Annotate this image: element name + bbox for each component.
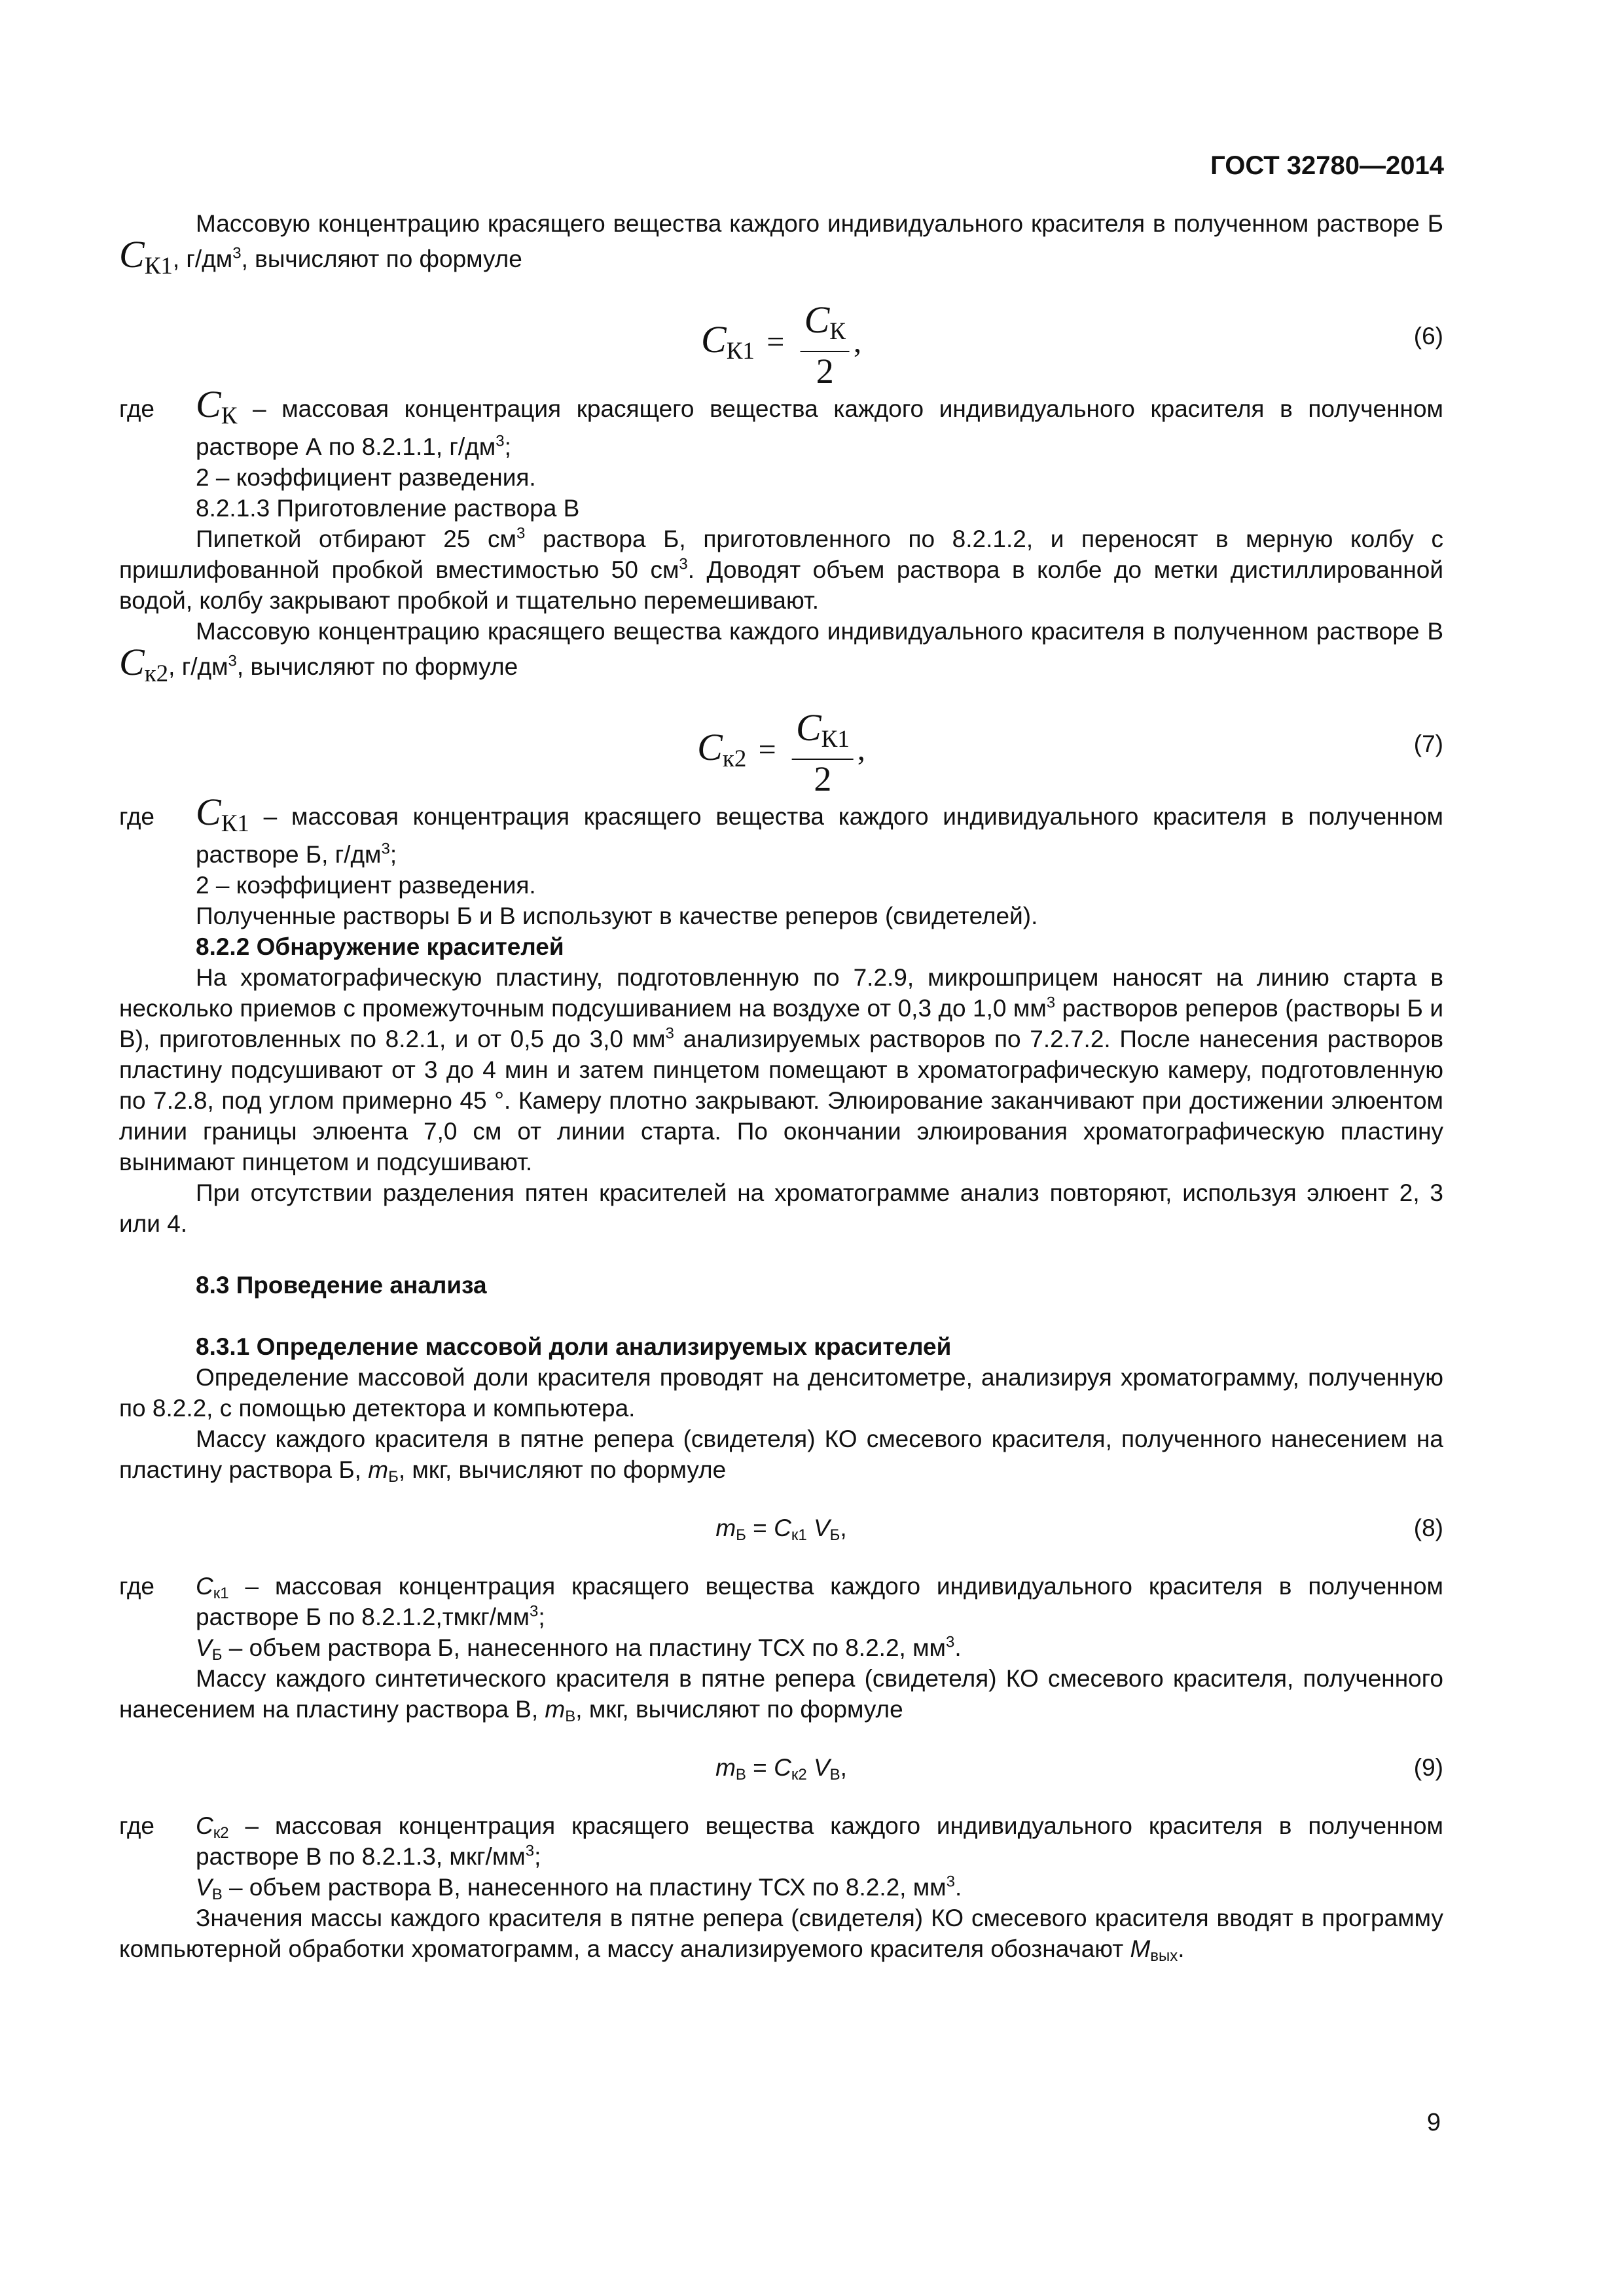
volume-v-definition: $V_В$ – объем раствора В, нанесенного на пластину ТСХ по 8.2.2, $мм^3$. <box>196 1873 962 1903</box>
formula-7: Cк2 = $\frac{CК1}{2}$ , (7) <box>697 706 1443 798</box>
paragraph-chromatography: На хроматографическую пластину, подготовленную по 7.2.9, микрошприцем наносят на линию старта в несколько приемов с промежуточным подсушиванием на воздухе от 0,3 до 1,0 $мм^3$ растворов реперов (растворы Б и В), приготовленных по 8.2.1, и от 0,5 до 3,0 $мм^3$ анализируемых растворов по 7.2.7.2. После нанесения растворов пластину подсушивают от 3 до 4 мин и затем пинцетом помещают в хроматографическую камеру, подготовленную по 7.2.8, под углом примерно 45 °. Камеру плотно закрывают. Элюирование заканчивают при достижении элюентом линии границы элюента 7,0 см от линии старта. По окончании элюирования хроматографическую пластину вынимают пинцетом и подсушивают. <box>119 964 1443 1175</box>
reference-solutions-note: Полученные растворы Б и В используют в качестве реперов (свидетелей). <box>196 903 1038 929</box>
formula-6: CК1 = $\frac{CК}{2}$ , (6) <box>701 298 1443 391</box>
volume-b-definition: $V_Б$ – объем раствора Б, нанесенного на пластину ТСХ по 8.2.2, $мм^3$. <box>196 1633 962 1664</box>
formula-number: (9) <box>1413 1754 1443 1781</box>
paragraph-concentration-v: Массовую концентрацию красящего вещества каждого индивидуального красителя в полученном растворе В Cк2, $г/дм^3$, вычисляют по формуле <box>119 618 1443 687</box>
formula-number: (8) <box>1413 1515 1443 1541</box>
formula-9: $m_В = C_{к2}$ $V_В$, (9) <box>119 1752 1443 1783</box>
formula-9-legend: где $C_{к2}$ – массовая концентрация красящего вещества каждого индивидуального красителя в полученном растворе В по 8.2.1.3, мкг/$мм^3$; <box>119 1812 1443 1870</box>
section-8-2-2-title: 8.2.2 Обнаружение красителей <box>196 933 564 960</box>
paragraph-software-input: Значения массы каждого красителя в пятне репера (свидетеля) КО смесевого красителя вводят в программу компьютерной обработки хроматограмм, а массу анализируемого красителя обозначают $M_{вых}$. <box>119 1905 1443 1965</box>
dilution-factor: 2 – коэффициент разведения. <box>196 872 536 899</box>
section-8-3-1-title: 8.3.1 Определение массовой доли анализируемых красителей <box>196 1333 952 1360</box>
formula-8-legend: где $C_{к1}$ – массовая концентрация красящего вещества каждого индивидуального красителя в полученном растворе Б по $8.2.1.2,тмкг/мм^3$; <box>119 1573 1443 1630</box>
paragraph-mass-b: Массу каждого красителя в пятне репера (свидетеля) КО смесевого красителя, полученного нанесением на пластину раствора Б, $m_Б$, мкг, вычисляют по формуле <box>119 1426 1443 1486</box>
paragraph-concentration-b: Массовую концентрацию красящего вещества каждого индивидуального красителя в полученном растворе Б CК1, $г/дм^3$, вычисляют по формуле <box>119 210 1443 279</box>
section-8-3-title: 8.3 Проведение анализа <box>196 1272 487 1299</box>
section-8-2-1-3-title: 8.2.1.3 Приготовление раствора В <box>196 495 580 522</box>
formula-8: $m_Б = C_{к1}$ $V_Б$, (8) <box>119 1513 1443 1543</box>
paragraph-pipette: Пипеткой отбирают 25 $см^3$ раствора Б, приготовленного по 8.2.1.2, и переносят в мерную колбу с пришлифованной пробкой вместимостью 50 $см^3$. Доводят объем раствора в колбе до метки дистиллированной водой, колбу закрывают пробкой и тщательно перемешивают. <box>119 524 1443 614</box>
fraction: $\frac{CК1}{2}$ <box>792 709 854 798</box>
formula-number: (6) <box>1413 323 1443 350</box>
paragraph-densitometer: Определение массовой доли красителя проводят на денситометре, анализируя хроматограмму, полученную по 8.2.2, с помощью детектора и компьютера. <box>119 1364 1443 1422</box>
paragraph-mass-v: Массу каждого синтетического красителя в пятне репера (свидетеля) КО смесевого красителя, полученного нанесением на пластину раствора В, $m_В$, мкг, вычисляют по формуле <box>119 1665 1443 1725</box>
dilution-factor: 2 – коэффициент разведения. <box>196 464 536 491</box>
formula-number: (7) <box>1413 730 1443 757</box>
formula-6-legend: где CК – массовая концентрация красящего вещества каждого индивидуального красителя в полученном растворе А по 8.2.1.1, $г/дм^3$; <box>119 383 1443 460</box>
paragraph-repeat-analysis: При отсутствии разделения пятен красителей на хроматограмме анализ повторяют, используя элюент 2, 3 или 4. <box>119 1179 1443 1237</box>
fraction: $\frac{CК}{2}$ <box>801 301 850 390</box>
formula-7-legend: где CК1 – массовая концентрация красящего вещества каждого индивидуального красителя в полученном растворе Б, $г/дм^3$; <box>119 791 1443 868</box>
page-number: 9 <box>1426 2109 1441 2136</box>
body-text <box>119 208 1443 1964</box>
standard-header: ГОСТ 32780—2014 <box>1210 151 1444 180</box>
